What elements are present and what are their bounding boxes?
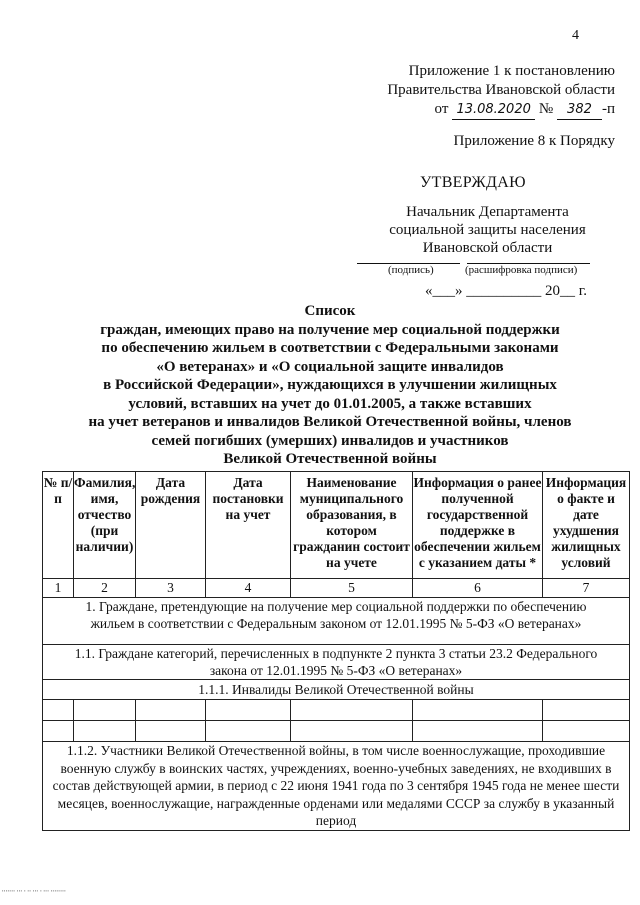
table-cell[interactable] <box>43 721 74 742</box>
appendix-line-1: Приложение 1 к постановлению <box>408 63 615 79</box>
table-row <box>43 700 630 721</box>
column-number: 4 <box>206 579 291 598</box>
column-number: 3 <box>136 579 206 598</box>
table-cell[interactable] <box>136 721 206 742</box>
resolution-number: 382 <box>557 100 602 120</box>
header-deterioration: Информация о факте и дате ухудшения жилищных условий <box>543 472 630 579</box>
section-1-1-2-heading: 1.1.2. Участники Великой Отечественной войны, в том числе военнослужащие, проходившие военную службу в воинских частях, учреждениях, военно-учебных заведениях, не входивших в состав действующей армии, в период с 22 июня 1941 года по 3 сентября 1945 года не менее шести месяцев, военнослужащие, награжденные орденами или медалями СССР за службу в указанный период <box>43 742 630 831</box>
section-1-1-1-heading: 1.1.1. Инвалиды Великой Отечественной войны <box>43 680 630 700</box>
position-line-3: Ивановской области <box>422 240 553 256</box>
section-row <box>43 742 630 831</box>
number-suffix: -п <box>601 101 615 117</box>
title-line-5: в Российской Федерации», нуждающихся в улучшении жилищных <box>103 377 557 393</box>
header-registration-date: Дата постановки на учет <box>206 472 291 579</box>
position-line-1: Начальник Департамента <box>406 204 569 220</box>
title-line-6: условий, вставших на учет до 01.01.2005, а также вставших <box>128 395 532 412</box>
section-row <box>43 645 630 680</box>
column-number: 2 <box>74 579 136 598</box>
title-line-9: Великой Отечественной войны <box>223 451 437 467</box>
column-number: 1 <box>43 579 74 598</box>
table-row <box>43 721 630 742</box>
citizens-list-table <box>42 471 630 831</box>
table-cell[interactable] <box>543 721 630 742</box>
table-cell[interactable] <box>206 721 291 742</box>
appendix-8-reference: Приложение 8 к Порядку <box>453 133 615 149</box>
page-number: 4 <box>572 28 579 43</box>
column-number-row <box>43 579 630 598</box>
table-cell[interactable] <box>74 721 136 742</box>
column-number: 7 <box>543 579 630 598</box>
header-number: № п/п <box>43 472 74 579</box>
appendix-resolution-ref <box>387 100 615 120</box>
table-cell[interactable] <box>74 700 136 721</box>
signature-label: (подпись) <box>388 264 434 276</box>
title-line-2: граждан, имеющих право на получение мер социальной поддержки <box>100 321 560 338</box>
table-cell[interactable] <box>206 700 291 721</box>
title-line-3: по обеспечению жильем в соответствии с Федеральными законами <box>101 340 559 356</box>
header-municipality: Наименование муниципального образования, в котором гражданин состоит на учете <box>291 472 413 579</box>
header-birth-date: Дата рождения <box>136 472 206 579</box>
resolution-date: 13.08.2020 <box>452 100 535 120</box>
table-cell[interactable] <box>291 721 413 742</box>
section-row <box>43 598 630 645</box>
title-line-7: на учет ветеранов и инвалидов Великой Отечественной войны, членов <box>88 414 572 430</box>
table-header-row <box>43 472 630 579</box>
table-cell[interactable] <box>413 700 543 721</box>
number-label: № <box>538 101 554 117</box>
table-cell[interactable] <box>543 700 630 721</box>
table-cell[interactable] <box>43 700 74 721</box>
title-line-4: «О ветеранах» и «О социальной защите инвалидов <box>156 358 504 375</box>
from-label: от <box>434 101 449 117</box>
title-line-8: семей погибших (умерших) инвалидов и участников <box>151 432 509 449</box>
approver-position <box>370 203 605 257</box>
section-1-1-heading: 1.1. Граждане категорий, перечисленных в подпункте 2 пункта 3 статьи 23.2 Федерального закона от 12.01.1995 № 5-ФЗ «О ветеранах» <box>43 645 630 680</box>
position-line-2: социальной защиты населения <box>389 222 586 238</box>
header-prior-support: Информация о ранее полученной государственной поддержке в обеспечении жильем с указанием даты * <box>413 472 543 579</box>
title-line-1: Список <box>304 303 356 319</box>
section-row <box>43 680 630 700</box>
column-number: 6 <box>413 579 543 598</box>
appendix-line-2: Правительства Ивановской области <box>387 82 615 98</box>
table-cell[interactable] <box>136 700 206 721</box>
column-number: 5 <box>291 579 413 598</box>
header-full-name: Фамилия, имя, отчество (при наличии) <box>74 472 136 579</box>
approval-heading: УТВЕРЖДАЮ <box>420 174 526 191</box>
appendix-header <box>387 62 615 120</box>
signature-decode-label: (расшифровка подписи) <box>465 264 578 276</box>
table-cell[interactable] <box>413 721 543 742</box>
section-1-heading: 1. Граждане, претендующие на получение мер социальной поддержки по обеспечению жильем в соответствии с Федеральным законом от 12.01.1995 № 5-ФЗ «О ветеранах» <box>43 598 630 645</box>
footer-stamp: ▪▪▪▪▪▪▪ ▪▪▪ ▪ ▪▪ ▪▪▪ ▪ ▪▪▪ ▪▪▪▪▪▪▪▪ <box>2 888 67 893</box>
table-cell[interactable] <box>291 700 413 721</box>
approval-date-placeholder: «___» __________ 20__ г. <box>425 283 587 299</box>
document-title <box>60 302 600 469</box>
